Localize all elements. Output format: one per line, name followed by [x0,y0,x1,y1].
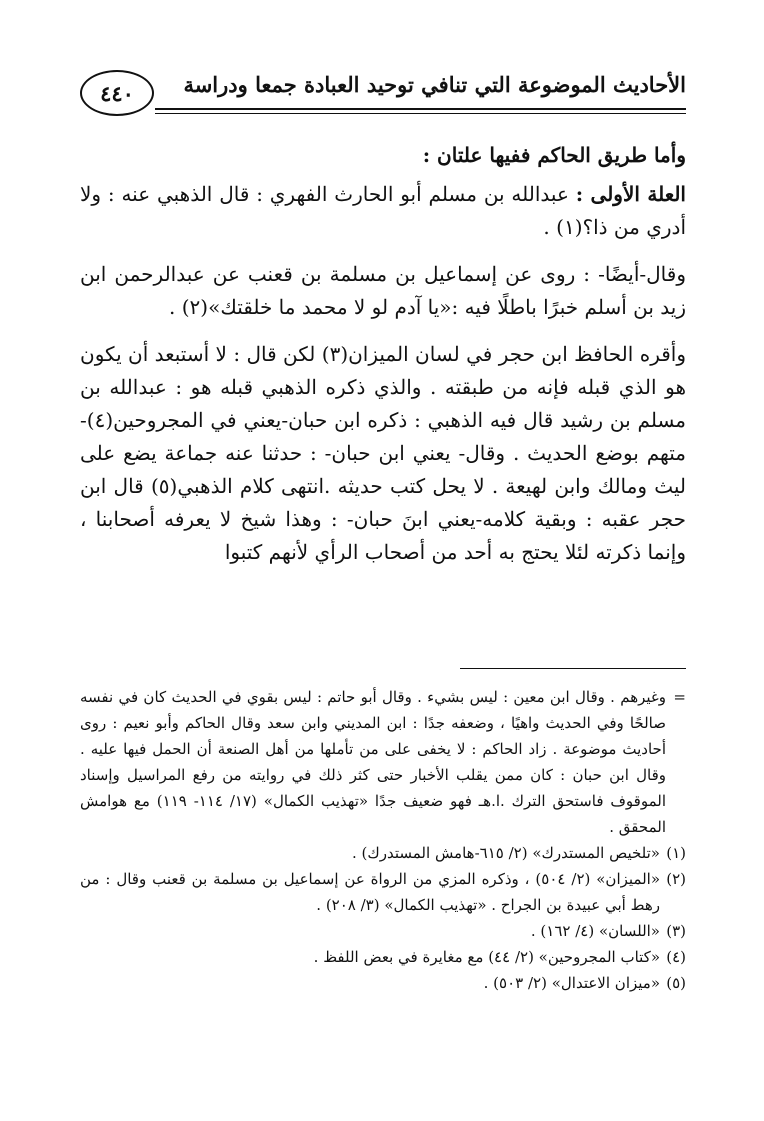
paragraph-1-text: عبدالله بن مسلم أبو الحارث الفهري : قال الذهبي عنه : ولا أدري من ذا؟(١) . [80,182,686,239]
section-heading: وأما طريق الحاكم ففيها علتان : [422,143,686,167]
footnote-number: (٣) [666,922,686,940]
continuation-text: وغيرهم . وقال ابن معين : ليس بشيء . وقال أبو حاتم : ليس بقوي في الحديث كان في نفسه صالحًا وفي الحديث واهيًا ، وضعفه جدًا : ابن المديني وابن سعد وقال الحاكم وأبو نعيم : روى أحاديث موضوعة . زاد الحاكم : لا يخفى على من تأملها من أهل الصنعة أن الحمل فيها عليه . وقال ابن حبان : كان ممن يقلب الأخبار حتى كثر ذلك في روايته من رفع المراسيل وإسناد الموقوف فاستحق الترك .ا.هـ فهو ضعيف جدًا «تهذيب الكمال» (١٧/ ١١٤- ١١٩) مع هوامش المحقق . [80,688,667,836]
footnote-item [80,944,686,970]
running-title: الأحاديث الموضوعة التي تنافي توحيد العبادة جمعا ودراسة [183,72,686,97]
footnote-text: «الميزان» (٢/ ٥٠٤) ، وذكره المزي من الرواة عن إسماعيل بن مسلمة بن قعنب وقال : من رهط أبي عبيدة بن الجراح . «تهذيب الكمال» (٣/ ٢٠٨) . [80,870,661,914]
footnote-number: (١) [666,844,686,862]
paragraph-3: وأقره الحافظ ابن حجر في لسان الميزان(٣) لكن قال : لا أستبعد أن يكون هو الذي قبله فإنه من طبقته . والذي ذكره الذهبي قبله هو : عبدالله بن مسلم بن رشيد قال فيه الذهبي : ذكره ابن حبان-يعني في المجروحين(٤)- متهم بوضع الحديث . وقال- يعني ابن حبان- : حدثنا عنه جماعة يضع على ليث ومالك وابن لهيعة . لا يحل كتب حديثه .انتهى كلام الذهبي(٥) قال ابن حجر عقبه : وبقية كلامه-يعني ابنَ حبان- : وهذا شيخ لا يعرفه أصحابنا ، وإنما ذكرته لئلا يحتج به أحد من أصحاب الرأي لأنهم كتبوا [80,342,687,564]
footnote-number: (٤) [666,948,686,966]
footnote-number: (٥) [666,974,686,992]
header-rule [155,108,686,110]
page-header [80,70,686,122]
footnote-item [80,918,686,944]
footnote-text: «كتاب المجروحين» (٢/ ٤٤) مع مغايرة في بعض اللفظ . [313,948,660,966]
footnote-item [80,840,686,866]
paragraph-1-lead: العلة الأولى : [575,182,686,206]
paragraph-1 [80,178,686,244]
footnote-item [80,970,686,996]
page-number-ornament [80,70,154,116]
paragraph-2: وقال-أيضًا- : روى عن إسماعيل بن مسلمة بن قعنب عن عبدالرحمن ابن زيد بن أسلم خبرًا باطلًا فيه :«يا آدم لو لا محمد ما خلقتك»(٢) . [80,262,686,319]
page-number: ٤٤٠ [100,80,134,106]
continuation-marker: = [673,688,686,706]
footnote-number: (٢) [666,870,686,888]
footnotes [80,684,686,996]
footnote-separator [460,668,686,669]
footnote-text: «اللسان» (٤/ ١٦٢) . [530,922,660,940]
footnote-text: «تلخيص المستدرك» (٢/ ٦١٥-هامش المستدرك) . [351,844,660,862]
footnote-continuation [80,684,686,840]
header-rule-thin [155,113,686,114]
main-text [80,140,686,569]
footnote-text: «ميزان الاعتدال» (٢/ ٥٠٣) . [483,974,660,992]
footnote-item [80,866,686,918]
